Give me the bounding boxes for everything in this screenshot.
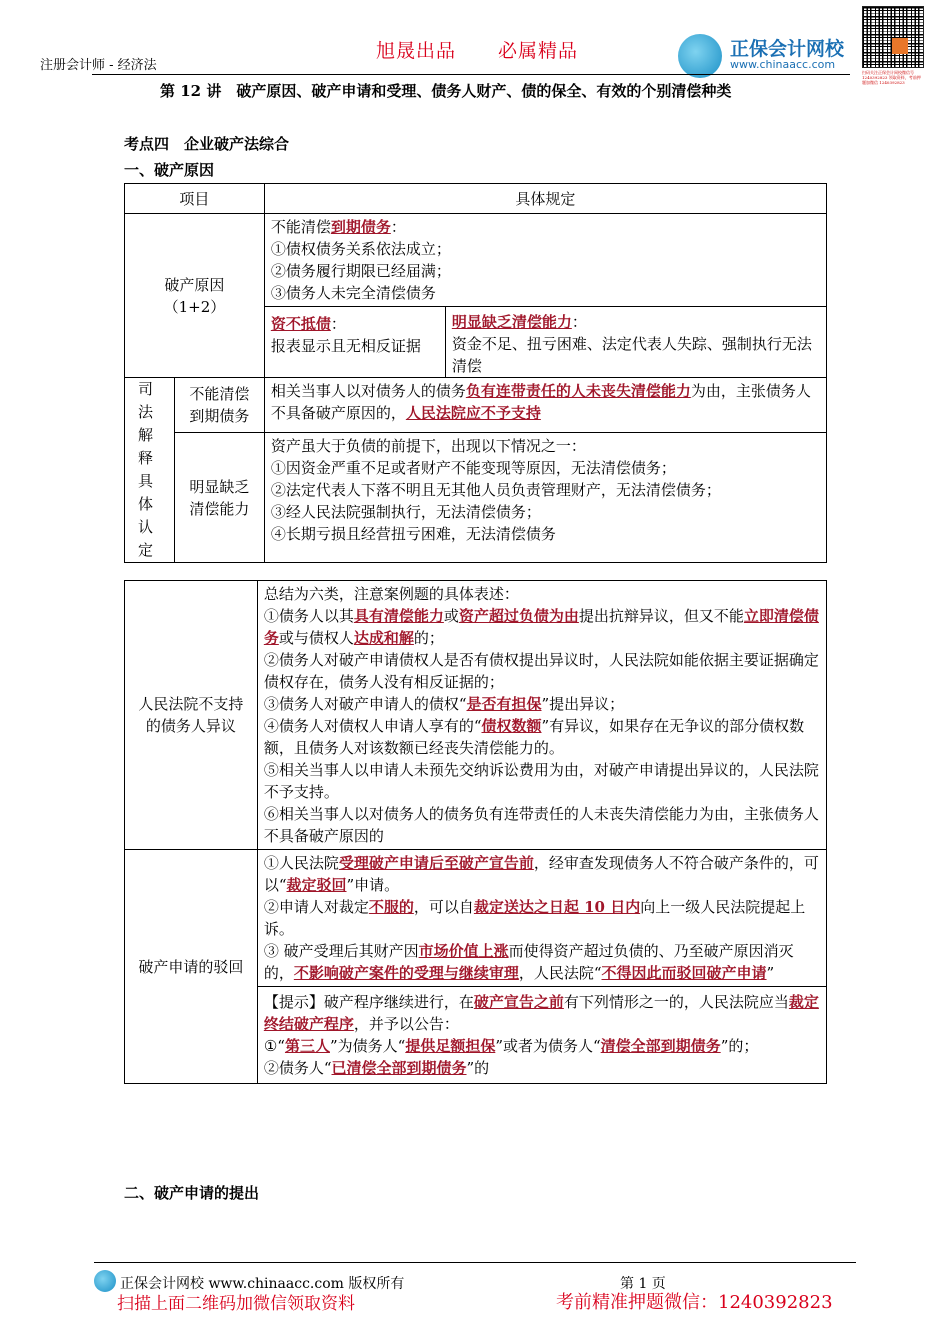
- header-divider: [92, 74, 850, 75]
- inability-cell: 明显缺乏清偿能力： 资金不足、扭亏困难、法定代表人失踪、强制执行无法清偿: [451, 313, 812, 375]
- footer-copyright: 正保会计网校 www.chinaacc.com 版权所有: [120, 1276, 405, 1292]
- section-heading-1: 一、破产原因: [124, 161, 215, 179]
- cause-line-4: ③债务人未完全清偿债务: [270, 284, 436, 302]
- header-slogan-2: 必属精品: [498, 40, 579, 62]
- cause-label: [125, 214, 265, 378]
- sub1-content: 相关当事人以对债务人的债务负有连带责任的人未丧失清偿能力为由，主张债务人不具备破产原因的，人民法院应不予支持: [264, 378, 826, 433]
- cause-label-line1: 破产原因: [164, 275, 225, 294]
- objection-1: ①债务人以其具有清偿能力或资产超过负债为由提出抗辩异议，但又不能立即清偿债务或与债权人达成和解的；: [263, 607, 819, 647]
- qr-code: [862, 6, 922, 94]
- qr-code-icon: [862, 6, 924, 68]
- rejection-3: ③ 破产受理后其财产因市场价值上涨而使得资产超过负债的、乃至破产原因消灭的，不影响破产案件的受理与继续审理，人民法院“不得因此而驳回破产申请”: [263, 942, 794, 982]
- header-slogan-1: 旭晟出品: [376, 40, 457, 62]
- sub1-label: 不能清偿到期债务: [174, 378, 264, 433]
- footer-divider: [94, 1262, 856, 1263]
- cause-label-line2: （1+2）: [163, 297, 226, 316]
- sub2-label: 明显缺乏清偿能力: [174, 433, 264, 563]
- objection-5: ⑤相关当事人以申请人未预先交纳诉讼费用为由，对破产申请提出异议的，人民法院不予支持。: [263, 761, 819, 801]
- objection-rejection-table: [124, 580, 827, 1084]
- tip-intro: 【提示】破产程序继续进行，在破产宣告之前有下列情形之一的，人民法院应当裁定终结破产程序，并予以公告：: [263, 993, 819, 1033]
- cause-line-2: ①债权债务关系依法成立；: [270, 240, 451, 258]
- tip-2: ②债务人“已清偿全部到期债务”的: [263, 1059, 490, 1077]
- rejection-content: [257, 850, 826, 1084]
- col-header-rule: 具体规定: [264, 184, 826, 214]
- objection-2: ②债务人对破产申请债权人是否有债权提出异议时，人民法院如能依据主要证据确定债权存在，债务人没有相反证据的；: [263, 651, 819, 691]
- footer-wechat-note: 考前精准押题微信：1240392823: [556, 1292, 833, 1313]
- logo-title: 正保会计网校: [730, 38, 845, 60]
- header-subject: 注册会计师 - 经济法: [40, 58, 157, 73]
- objection-content: [257, 581, 826, 850]
- termination-tip: [258, 987, 826, 1083]
- cause-part-1: [265, 214, 826, 307]
- bankruptcy-cause-table: [124, 183, 827, 563]
- chinaacc-logo: [678, 34, 858, 78]
- tip-1: ①“第三人”为债务人“提供足额担保”或者为债务人“清偿全部到期债务”的；: [263, 1037, 759, 1055]
- section-heading-2: 二、破产申请的提出: [124, 1184, 260, 1202]
- rejection-2: ②申请人对裁定不服的，可以自裁定送达之日起 10 日内向上一级人民法院提起上诉。: [263, 898, 806, 938]
- objection-intro: 总结为六类，注意案例题的具体表述：: [263, 585, 519, 603]
- lecture-title: 第 12 讲 破产原因、破产申请和受理、债务人财产、债的保全、有效的个别清偿种类: [160, 82, 732, 100]
- cause-content: [264, 214, 826, 378]
- page-number: 第 1 页: [620, 1276, 666, 1292]
- objection-3: ③债务人对破产申请人的债权“是否有担保”提出异议；: [263, 695, 625, 713]
- cause-part-2: [265, 307, 826, 377]
- judicial-label: 司法解释具体认定: [125, 378, 175, 563]
- qr-logo-icon: [892, 38, 908, 54]
- footer-logo-icon: [94, 1270, 116, 1292]
- footer-scan-note: 扫描上面二维码加微信领取资料: [117, 1294, 355, 1314]
- qr-note: 扫码关注正保会计网校微信号 1240392823 领取资料，考前押题加微信 1240392823: [862, 70, 921, 85]
- insolvency-cell: 资不抵债： 报表显示且无相反证据: [265, 307, 446, 377]
- key-point-heading: 考点四 企业破产法综合: [124, 135, 290, 153]
- cause-line-1: 不能清偿到期债务：: [270, 218, 406, 236]
- col-header-item: 项目: [125, 184, 265, 214]
- sub2-content: 资产虽大于负债的前提下，出现以下情况之一： ①因资金严重不足或者财产不能变现等原因，无法清偿债务； ②法定代表人下落不明且无其他人员负责管理财产，无法清偿债务； ③经人民法院强制执行，无法清偿债务； ④长期亏损且经营扭亏困难，无法清偿债务: [264, 433, 826, 563]
- objection-4: ④债务人对债权人申请人享有的“债权数额”有异议，如果存在无争议的部分债权数额，且债务人对该数额已经丧失清偿能力的。: [263, 717, 805, 757]
- rejection-1: ①人民法院受理破产申请后至破产宣告前，经审查发现债务人不符合破产条件的，可以“裁定驳回”申请。: [263, 854, 819, 894]
- logo-url: www.chinaacc.com: [730, 58, 836, 71]
- objection-6: ⑥相关当事人以对债务人的债务负有连带责任的人未丧失清偿能力为由，主张债务人不具备破产原因的: [263, 805, 819, 845]
- objection-label: 人民法院不支持的债务人异议: [125, 581, 258, 850]
- rejection-rules: [258, 850, 826, 987]
- logo-emblem-icon: [678, 34, 722, 78]
- rejection-label: 破产申请的驳回: [125, 850, 258, 1084]
- cause-line-3: ②债务履行期限已经届满；: [270, 262, 451, 280]
